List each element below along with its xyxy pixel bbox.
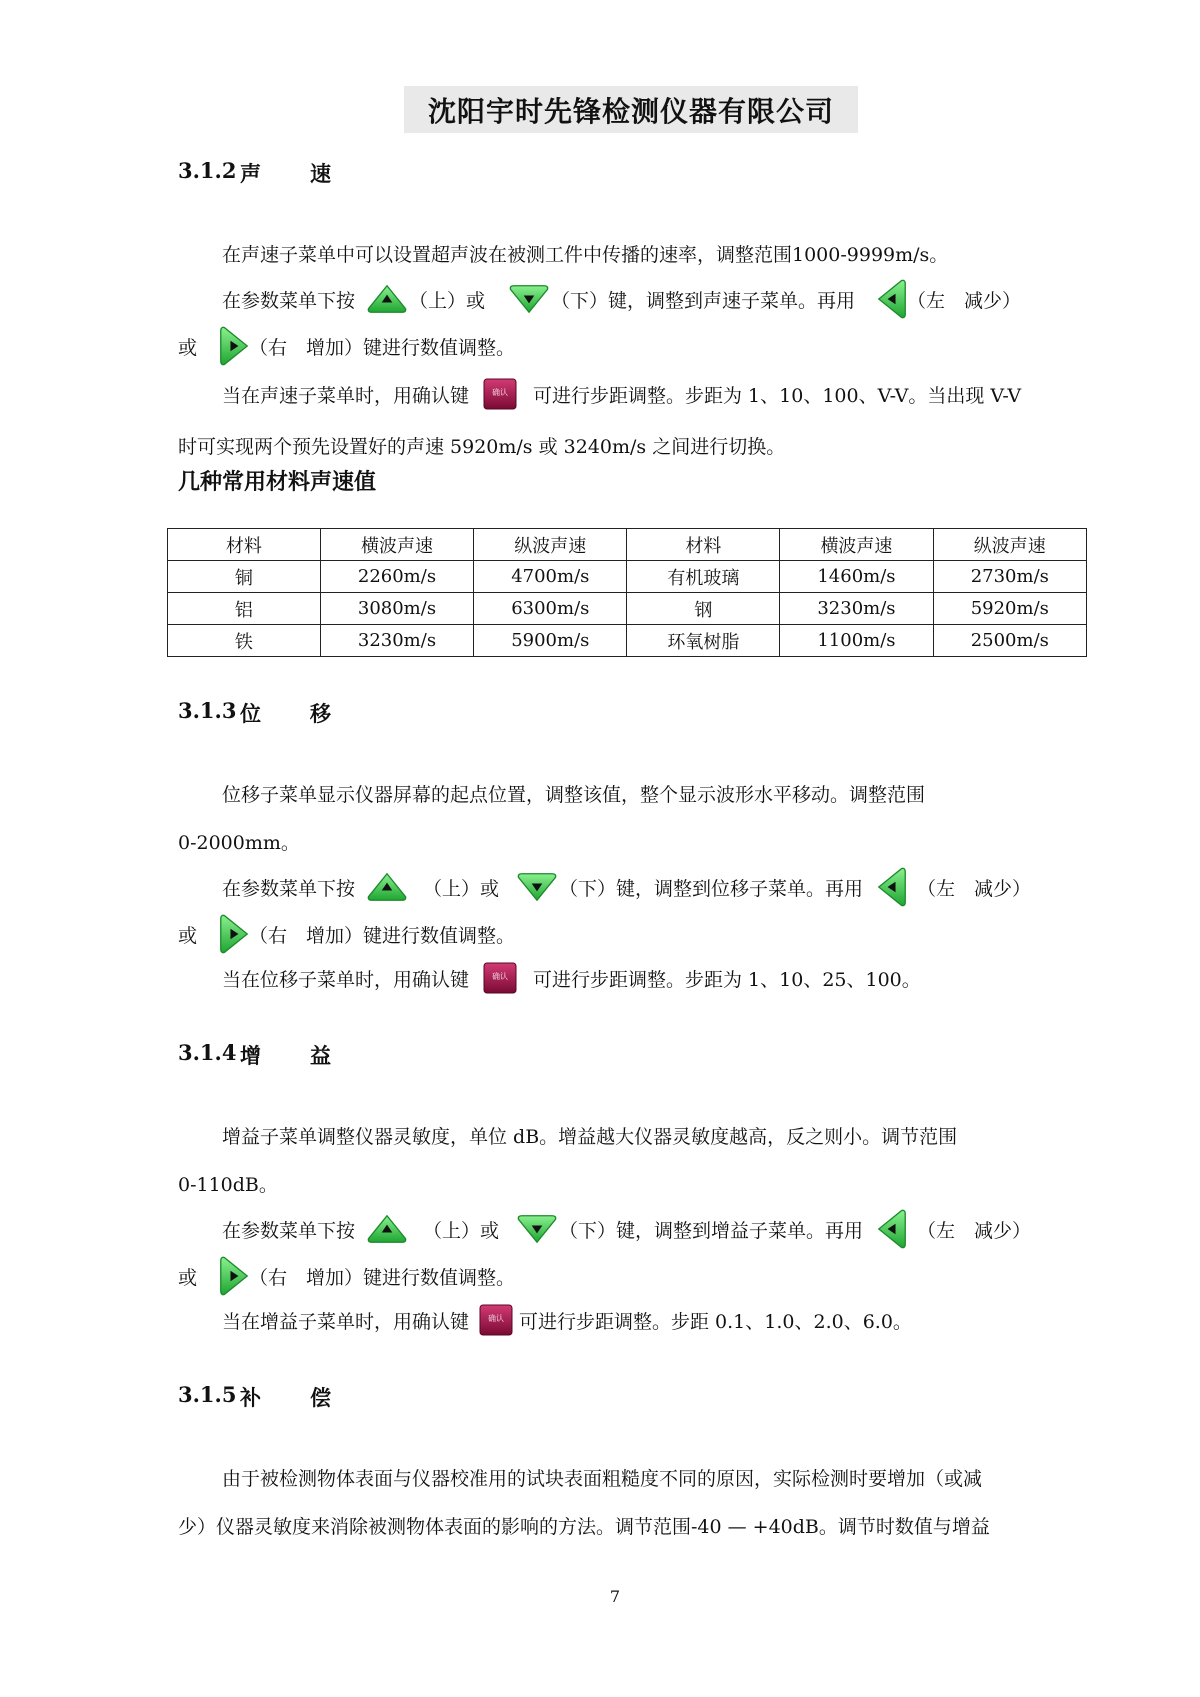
paragraph: 在声速子菜单中可以设置超声波在被测工件中传播的速率，调整范围1000-9999m/s。 xyxy=(222,244,949,266)
table-header-cell: 纵波声速 xyxy=(933,529,1086,561)
paragraph: 由于被检测物体表面与仪器校准用的试块表面粗糙度不同的原因，实际检测时要增加（或减 xyxy=(222,1468,983,1490)
table-cell: 铝 xyxy=(168,593,321,625)
paragraph: 少）仪器灵敏度来消除被测物体表面的影响的方法。调节范围-40 — +40dB。调节时数值与增益 xyxy=(178,1516,990,1538)
table-cell: 4700m/s xyxy=(474,561,627,593)
table-cell: 铜 xyxy=(168,561,321,593)
table-cell: 铁 xyxy=(168,625,321,657)
table-cell: 6300m/s xyxy=(474,593,627,625)
table-cell: 1100m/s xyxy=(780,625,933,657)
table-cell: 2260m/s xyxy=(320,561,473,593)
table-row xyxy=(168,561,1087,593)
down-arrow-key-icon xyxy=(507,284,551,314)
table-cell: 2500m/s xyxy=(933,625,1086,657)
section-heading-gain: 3.1.4 增 益 xyxy=(178,1040,331,1068)
table-cell: 环氧树脂 xyxy=(627,625,780,657)
material-table-title: 几种常用材料声速值 xyxy=(178,470,377,495)
left-arrow-key-icon xyxy=(877,1208,907,1250)
company-header: 沈阳宇时先锋检测仪器有限公司 xyxy=(404,86,858,133)
paragraph: 增益子菜单调整仪器灵敏度，单位 dB。增益越大仪器灵敏度越高，反之则小。调节范围 xyxy=(222,1126,958,1148)
right-arrow-key-icon xyxy=(219,325,249,367)
key-instruction-line: 在参数菜单下按 （上）或 （下）键，调整到声速子菜单。再用 （左 减少） xyxy=(222,278,1021,320)
table-header-cell: 横波声速 xyxy=(780,529,933,561)
right-arrow-key-icon xyxy=(219,913,249,955)
up-arrow-key-icon xyxy=(365,284,409,314)
down-arrow-key-icon xyxy=(515,1214,559,1244)
table-cell: 1460m/s xyxy=(780,561,933,593)
table-header-cell: 材料 xyxy=(168,529,321,561)
table-cell: 5900m/s xyxy=(474,625,627,657)
confirm-key-icon: 确认 xyxy=(479,1304,513,1336)
paragraph: 时可实现两个预先设置好的声速 5920m/s 或 3240m/s 之间进行切换。 xyxy=(178,436,786,458)
key-instruction-line: 当在增益子菜单时，用确认键 确认 可进行步距调整。步距 0.1、1.0、2.0、6.0。 xyxy=(222,1304,912,1336)
paragraph: 0-110dB。 xyxy=(178,1174,278,1196)
up-arrow-key-icon xyxy=(365,872,409,902)
key-instruction-line: 或 （右 增加）键进行数值调整。 xyxy=(178,1255,515,1297)
key-instruction-line: 或 （右 增加）键进行数值调整。 xyxy=(178,913,515,955)
left-arrow-key-icon xyxy=(877,278,907,320)
table-header-row xyxy=(168,529,1087,561)
table-cell: 有机玻璃 xyxy=(627,561,780,593)
material-speed-table xyxy=(167,528,1087,657)
paragraph: 位移子菜单显示仪器屏幕的起点位置，调整该值，整个显示波形水平移动。调整范围 xyxy=(222,784,926,806)
section-heading-speed: 3.1.2 声 速 xyxy=(178,158,331,186)
table-cell: 5920m/s xyxy=(933,593,1086,625)
table-cell: 3230m/s xyxy=(780,593,933,625)
up-arrow-key-icon xyxy=(365,1214,409,1244)
key-instruction-line: 当在声速子菜单时，用确认键 确认 可进行步距调整。步距为 1、10、100、V-V。当出现 V-V xyxy=(222,378,1021,410)
confirm-key-icon: 确认 xyxy=(483,378,517,410)
table-cell: 2730m/s xyxy=(933,561,1086,593)
paragraph: 0-2000mm。 xyxy=(178,832,300,854)
confirm-key-icon: 确认 xyxy=(483,962,517,994)
down-arrow-key-icon xyxy=(515,872,559,902)
left-arrow-key-icon xyxy=(877,866,907,908)
key-instruction-line: 在参数菜单下按 （上）或 （下）键，调整到位移子菜单。再用 （左 减少） xyxy=(222,866,1031,908)
key-instruction-line: 当在位移子菜单时，用确认键 确认 可进行步距调整。步距为 1、10、25、100。 xyxy=(222,962,921,994)
key-instruction-line: 在参数菜单下按 （上）或 （下）键，调整到增益子菜单。再用 （左 减少） xyxy=(222,1208,1031,1250)
table-header-cell: 材料 xyxy=(627,529,780,561)
section-heading-compensation: 3.1.5 补 偿 xyxy=(178,1382,331,1410)
table-header-cell: 横波声速 xyxy=(320,529,473,561)
key-instruction-line: 或 （右 增加）键进行数值调整。 xyxy=(178,325,515,367)
section-heading-shift: 3.1.3 位 移 xyxy=(178,698,331,726)
table-cell: 3080m/s xyxy=(320,593,473,625)
page-number: 7 xyxy=(609,1587,621,1606)
table-cell: 3230m/s xyxy=(320,625,473,657)
table-cell: 钢 xyxy=(627,593,780,625)
table-row xyxy=(168,625,1087,657)
table-row xyxy=(168,593,1087,625)
table-header-cell: 纵波声速 xyxy=(474,529,627,561)
right-arrow-key-icon xyxy=(219,1255,249,1297)
